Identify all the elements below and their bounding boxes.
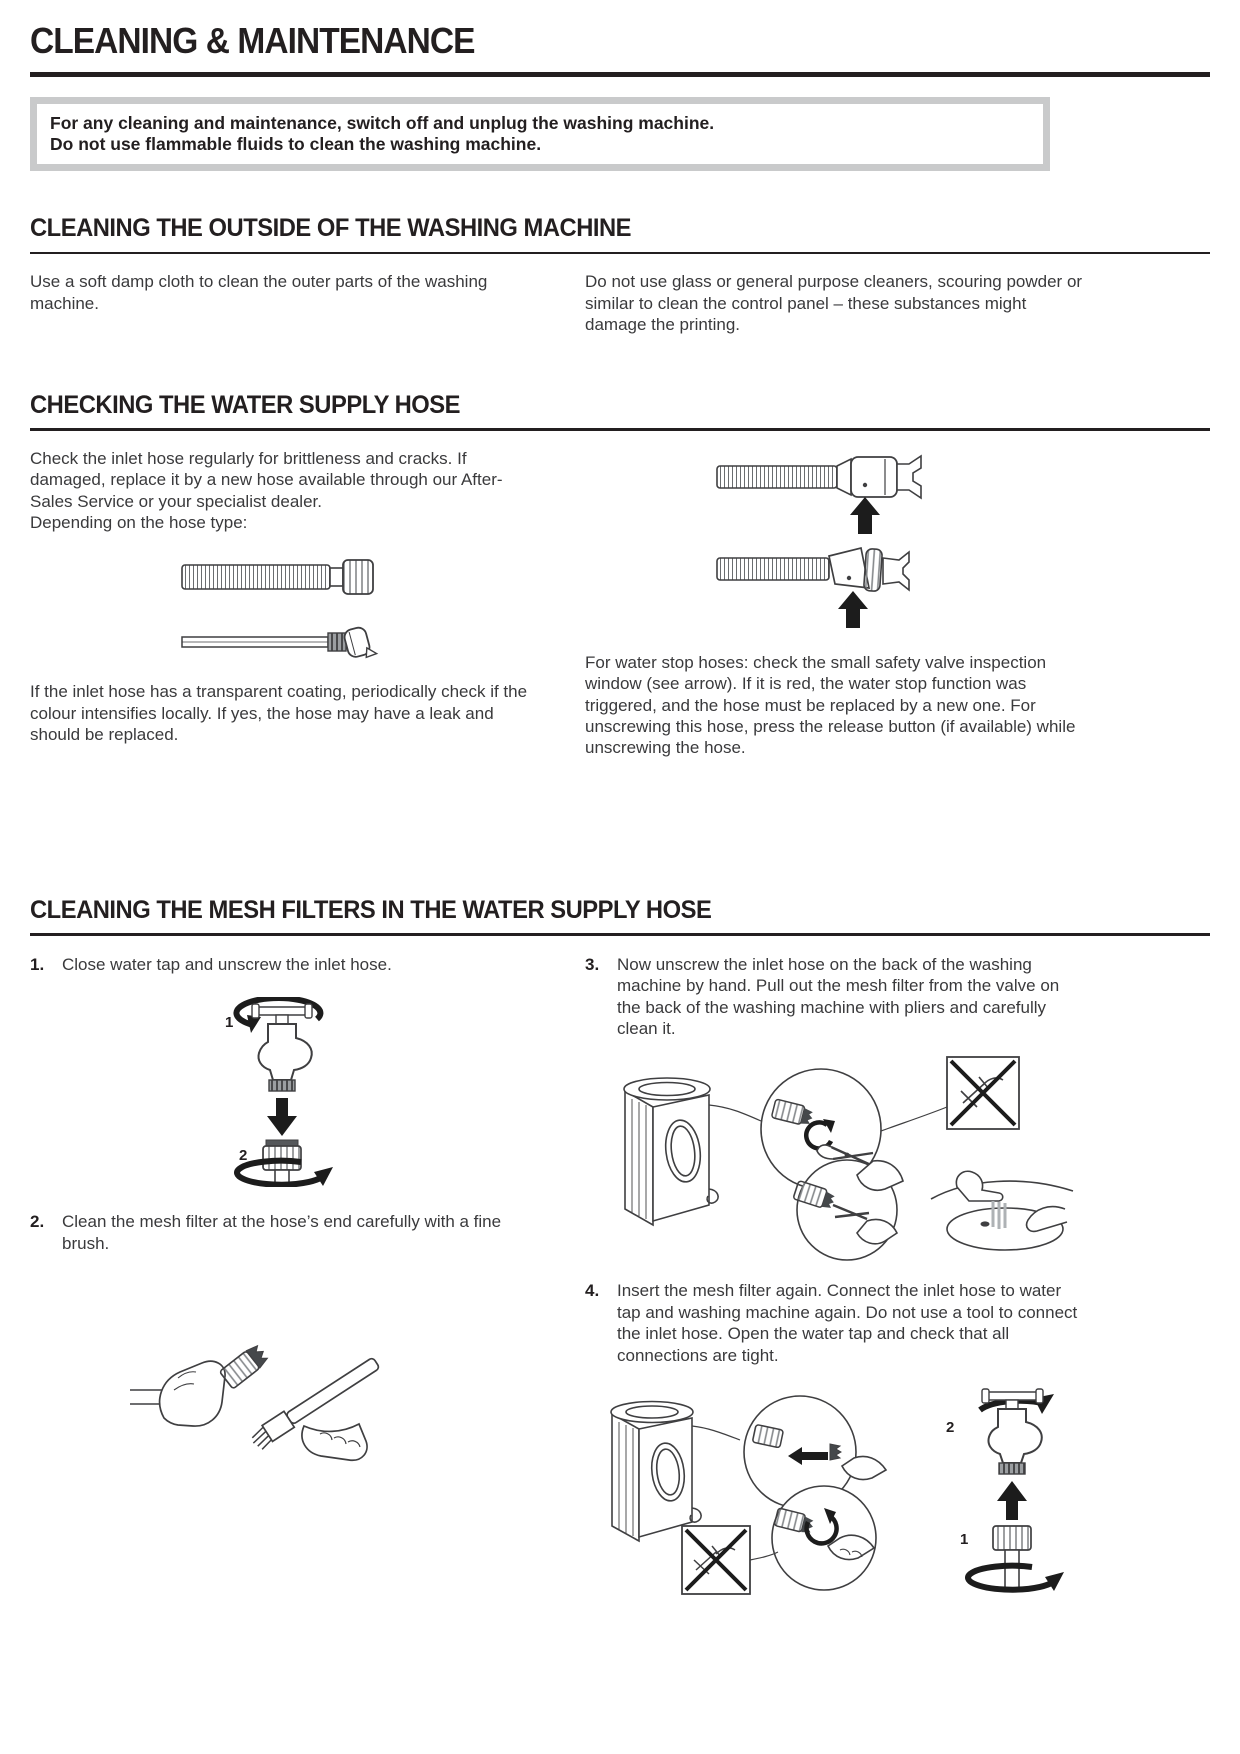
hose-end-connector-icon xyxy=(219,1343,270,1389)
step-1 xyxy=(30,954,530,975)
hose-paragraph-1: Check the inlet hose regularly for brittleness and cracks. If damaged, replace it by a new hose available through our After-Sales Service or your specialist dealer. xyxy=(30,448,503,511)
water-stop-hose-straight-valve-icon xyxy=(715,452,955,536)
hose-paragraph-2: Depending on the hose type: xyxy=(30,512,248,532)
down-arrow-icon xyxy=(267,1098,297,1136)
outside-left-paragraph: Use a soft damp cloth to clean the outer parts of the washing machine. xyxy=(30,272,488,313)
mesh-right-column xyxy=(585,954,1085,1609)
no-pliers-warning-icon xyxy=(881,1057,1019,1131)
hose-paragraph-3: If the inlet hose has a transparent coating, periodically check if the colour intensifies locally. If yes, the hose may have a leak and should be replaced. xyxy=(30,682,528,745)
left-hand-icon xyxy=(160,1361,225,1426)
step-number: 4. xyxy=(585,1281,600,1301)
hose-nut-icon xyxy=(993,1526,1031,1550)
straight-hose-icon xyxy=(180,621,380,663)
section-heading: CHECKING THE WATER SUPPLY HOSE xyxy=(30,390,461,419)
connect-step2-label: 2 xyxy=(946,1418,955,1436)
warning-box xyxy=(30,97,1050,172)
step-text: Close water tap and unscrew the inlet hose. xyxy=(62,954,392,974)
brush-mesh-filter-illustration xyxy=(130,1294,430,1464)
up-arrow-icon xyxy=(997,1481,1027,1520)
outside-right-paragraph: Do not use glass or general purpose cleaners, scouring powder or similar to clean the control panel – these substances might damage the printing. xyxy=(585,272,1083,335)
section-rule xyxy=(30,252,1210,255)
step-2 xyxy=(30,1211,530,1254)
mesh-filter-icon xyxy=(830,1444,841,1460)
title-rule xyxy=(30,72,1210,77)
step-3 xyxy=(585,954,1085,1040)
tap-step2-label: 2 xyxy=(239,1147,248,1165)
reconnect-hose-illustration xyxy=(590,1374,1080,1609)
water-stop-hose-angled-valve-icon xyxy=(715,542,955,630)
step-text: Clean the mesh filter at the hose’s end carefully with a fine brush. xyxy=(62,1212,502,1253)
section-checking-hose xyxy=(30,392,1210,759)
washing-machine-back-icon xyxy=(624,1069,897,1260)
section-cleaning-outside xyxy=(30,215,1210,335)
inspection-window-arrow-icon xyxy=(838,591,868,628)
water-stop-paragraph: For water stop hoses: check the small safety valve inspection window (see arrow). If it is red, the water stop function was triggered, and the hose must be replaced by a new one. For unscrewing this hose, press the release button (if available) while unscrewing the hose. xyxy=(585,652,1076,758)
page-title: CLEANING & MAINTENANCE xyxy=(30,20,475,61)
hose-right-column xyxy=(585,448,1085,759)
pull-out-mesh-filter-illustration xyxy=(595,1047,1075,1262)
step-number: 2. xyxy=(30,1212,45,1232)
section-heading: CLEANING THE OUTSIDE OF THE WASHING MACHINE xyxy=(30,214,632,243)
section-rule xyxy=(30,428,1210,431)
water-tap-icon xyxy=(988,1409,1041,1463)
sink-rinse-icon xyxy=(931,1172,1073,1251)
no-tool-warning-icon xyxy=(682,1526,778,1594)
step-text: Now unscrew the inlet hose on the back of the washing machine by hand. Pull out the mesh filter from the valve on the back of the washing machine with pliers and carefully clean it. xyxy=(617,954,1060,1038)
mesh-left-column xyxy=(30,954,530,1609)
step-4 xyxy=(585,1280,1085,1366)
step-number: 3. xyxy=(585,954,600,974)
inspection-window-arrow-icon xyxy=(850,497,880,534)
connect-step1-label: 1 xyxy=(960,1530,969,1548)
hose-left-column xyxy=(30,448,530,759)
warning-line-2: Do not use flammable fluids to clean the washing machine. xyxy=(50,134,542,155)
tap-step1-label: 1 xyxy=(225,1014,234,1032)
water-tap-icon xyxy=(258,1024,311,1080)
close-tap-unscrew-hose-illustration xyxy=(165,997,395,1187)
corrugated-hose-icon xyxy=(180,555,380,599)
water-tap-reconnect-icon xyxy=(946,1389,1064,1591)
step-text: Insert the mesh filter again. Connect the inlet hose to water tap and washing machine again. Do not use a tool to connect the inlet hose. Open the water tap and check that all connections are tight. xyxy=(617,1281,1078,1365)
section-heading: CLEANING THE MESH FILTERS IN THE WATER SUPPLY HOSE xyxy=(30,895,712,924)
step-number: 1. xyxy=(30,954,45,974)
section-mesh-filters xyxy=(30,897,1210,1609)
page-header xyxy=(30,22,1210,77)
section-rule xyxy=(30,933,1210,936)
warning-line-1: For any cleaning and maintenance, switch off and unplug the washing machine. xyxy=(50,112,715,133)
